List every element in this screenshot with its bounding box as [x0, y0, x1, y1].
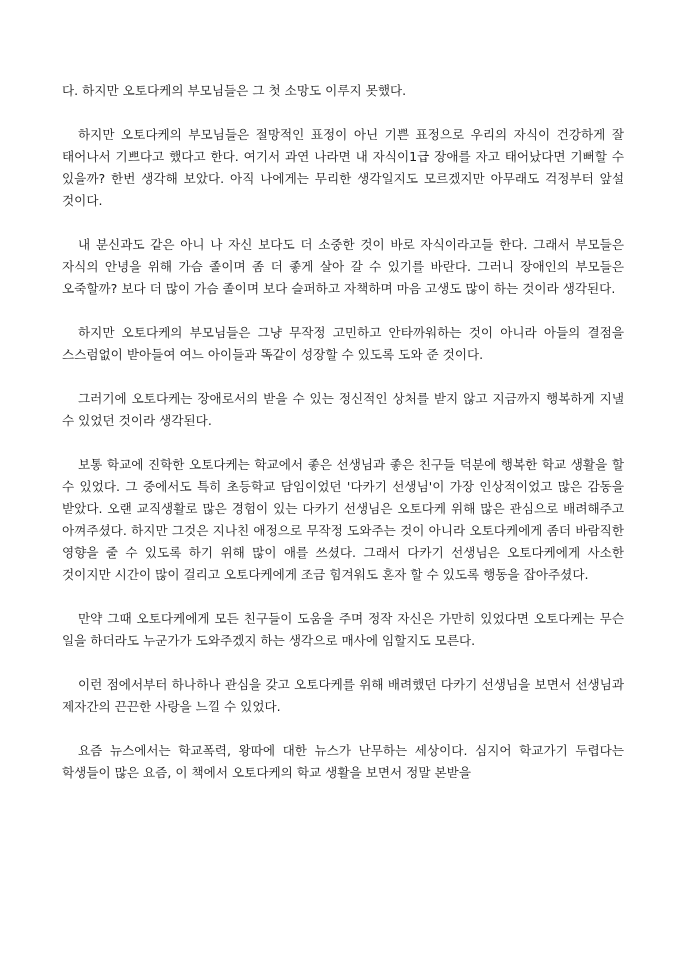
paragraph-hypothetical: 만약 그때 오토다케에게 모든 친구들이 도움을 주며 정작 자신은 가만히 있었다면 오토다케는 무슨 일을 하더라도 누군가가 도와주겠지 하는 생각으로 매사에 임할지도 모른다. — [62, 611, 624, 648]
paragraph-teacher-takagi: 보통 학교에 진학한 오토다케는 학교에서 좋은 선생님과 좋은 친구들 덕분에 행복한 학교 생활을 할 수 있었다. 그 중에서도 특히 초등학교 담임이었던 '다카기 선생님'이 가장 인상적이었고 많은 감동을 받았다. 오랜 교직생활로 많은 경험이 있는 다카기 선생님은 오토다케 위해 많은 관심으로 배려해주고 아껴주셨다. 하지만 그것은 지나친 애정으로 무작정 도와주는 것이 아니라 오토다케에게 좀더 바람직한 영향을 줄 수 있도록 하기 위해 많이 애를 쓰셨다. 그래서 다카기 선생님은 오토다케에게 사소한 것이지만 시간이 많이 걸리고 오토다케에게 조금 힘겨워도 혼자 할 수 있도록 행동을 잡아주셨다. — [62, 457, 624, 582]
paragraph-acceptance: 하지만 오토다케의 부모님들은 그냥 무작정 고민하고 안타까워하는 것이 아니라 아들의 결점을 스스럼없이 받아들여 여느 아이들과 똑같이 성장할 수 있도록 도와 준 것이다. — [62, 325, 624, 362]
paragraph-continued: 다. 하지만 오토다케의 부모님들은 그 첫 소망도 이루지 못했다. — [62, 83, 407, 98]
paragraph-happiness: 그러기에 오토다케는 장애로서의 받을 수 있는 정신적인 상처를 받지 않고 지금까지 행복하게 지낼 수 있었던 것이라 생각된다. — [62, 391, 624, 428]
document-page — [62, 80, 624, 806]
paragraph-children-precious: 내 분신과도 같은 아니 나 자신 보다도 더 소중한 것이 바로 자식이라고들 한다. 그래서 부모들은 자식의 안녕을 위해 가슴 졸이며 좀 더 좋게 살아 갈 수 있기를 바란다. 그러니 장애인의 부모들은 오죽할까? 보다 더 많이 가슴 졸이며 보다 슬퍼하고 자책하며 마음 고생도 많이 하는 것이라 생각된다. — [62, 237, 624, 296]
paragraph-teacher-love: 이런 점에서부터 하나하나 관심을 갖고 오토다케를 위해 배려했던 다카기 선생님을 보면서 선생님과 제자간의 끈끈한 사랑을 느낄 수 있었다. — [62, 677, 624, 714]
paragraph-parents-reaction: 하지만 오토다케의 부모님들은 절망적인 표정이 아닌 기쁜 표정으로 우리의 자식이 건강하게 잘 태어나서 기쁘다고 했다고 한다. 여기서 과연 나라면 내 자식이1급 장애를 자고 태어났다면 기뻐할 수 있을까? 한번 생각해 보았다. 아직 나에게는 무리한 생각일지도 모르겠지만 아무래도 걱정부터 앞설 것이다. — [62, 127, 624, 208]
paragraph-school-violence: 요즘 뉴스에서는 학교폭력, 왕따에 대한 뉴스가 난무하는 세상이다. 심지어 학교가기 두렵다는 학생들이 많은 요즘, 이 책에서 오토다케의 학교 생활을 보면서 정말 본받을 — [62, 743, 624, 780]
